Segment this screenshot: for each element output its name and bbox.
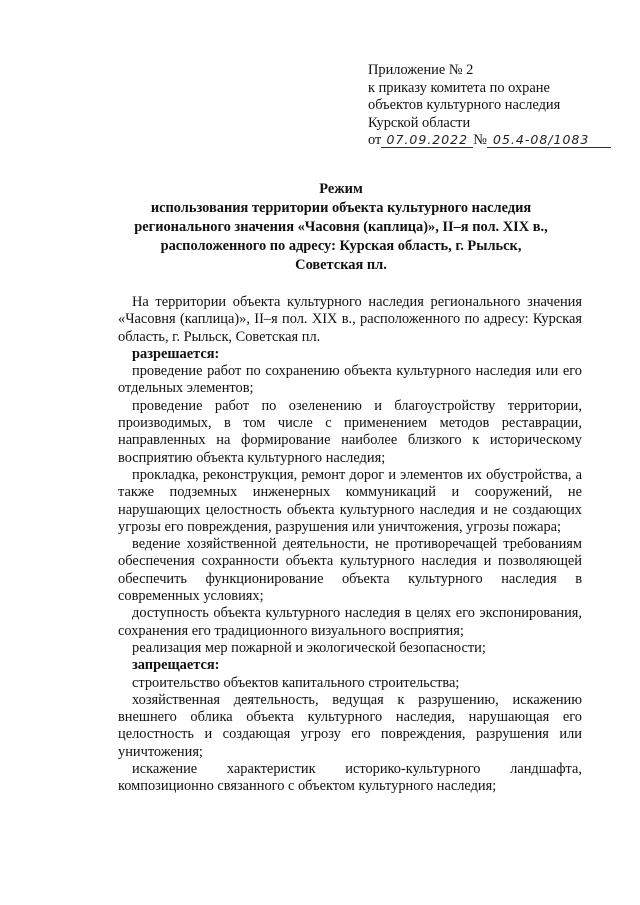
appendix-region-line: Курской области bbox=[368, 114, 471, 131]
allowed-item: прокладка, реконструкция, ремонт дорог и элементов их обустройства, а также подземных инженерных коммуникаций и сооружений, не нарушающих целостность объекта культурного наследия и не создающих угрозы его повреждения, разрушения или уничтожения, угрозы пожара; bbox=[118, 466, 582, 535]
appendix-order-line: к приказу комитета по охране bbox=[368, 79, 550, 96]
title-line-1: Режим bbox=[319, 181, 363, 197]
allowed-heading: разрешается: bbox=[132, 345, 220, 362]
intro-paragraph: На территории объекта культурного наследия регионального значения «Часовня (каплица)», II–я пол. XIX в., расположенного по адресу: Курская область, г. Рыльск, Советская пл. bbox=[118, 294, 582, 345]
handwritten-number: 05.4-08/1083 bbox=[487, 133, 611, 148]
forbidden-item: искажение характеристик историко-культурного ландшафта, композиционно связанного с объектом культурного наследия; bbox=[118, 761, 582, 795]
title-line-2: использования территории объекта культурного наследия bbox=[150, 200, 532, 216]
forbidden-item: строительство объектов капитального строительства; bbox=[132, 674, 460, 691]
appendix-title: Приложение № 2 bbox=[368, 62, 474, 78]
forbidden-heading: запрещается: bbox=[132, 657, 220, 674]
date-prefix: от bbox=[368, 132, 382, 148]
appendix-committee-line: объектов культурного наследия bbox=[368, 97, 561, 113]
forbidden-item: хозяйственная деятельность, ведущая к разрушению, искажению внешнего облика объекта культурного наследия, нарушающая его целостность и создающая угрозу его повреждения, разрушения или уничтожения; bbox=[118, 691, 582, 760]
allowed-item: реализация мер пожарной и экологической безопасности; bbox=[132, 639, 486, 656]
title-line-5: Советская пл. bbox=[295, 257, 387, 273]
number-prefix: № bbox=[473, 132, 488, 148]
appendix-date-line bbox=[368, 132, 638, 150]
allowed-item: доступность объекта культурного наследия в целях его экспонирования, сохранения его традиционного визуального восприятия; bbox=[118, 605, 582, 639]
allowed-item: ведение хозяйственной деятельности, не противоречащей требованиям обеспечения сохранности объекта культурного наследия и позволяющей обеспечить функционирование объекта культурного наследия в современных условиях; bbox=[118, 536, 582, 605]
allowed-item: проведение работ по озеленению и благоустройству территории, производимых, в том числе с применением методов реставрации, направленных на формирование наиболее близкого к историческому восприятию объекта культурного наследия; bbox=[118, 397, 582, 466]
document-title bbox=[100, 180, 582, 275]
appendix-block bbox=[368, 62, 638, 150]
handwritten-date: 07.09.2022 bbox=[381, 133, 473, 148]
title-line-3: регионального значения «Часовня (каплица)», II–я пол. XIX в., bbox=[134, 219, 548, 235]
allowed-item: проведение работ по сохранению объекта культурного наследия или его отдельных элементов; bbox=[118, 363, 582, 397]
title-line-4: расположенного по адресу: Курская область, г. Рыльск, bbox=[160, 238, 522, 254]
document-body bbox=[118, 294, 582, 796]
